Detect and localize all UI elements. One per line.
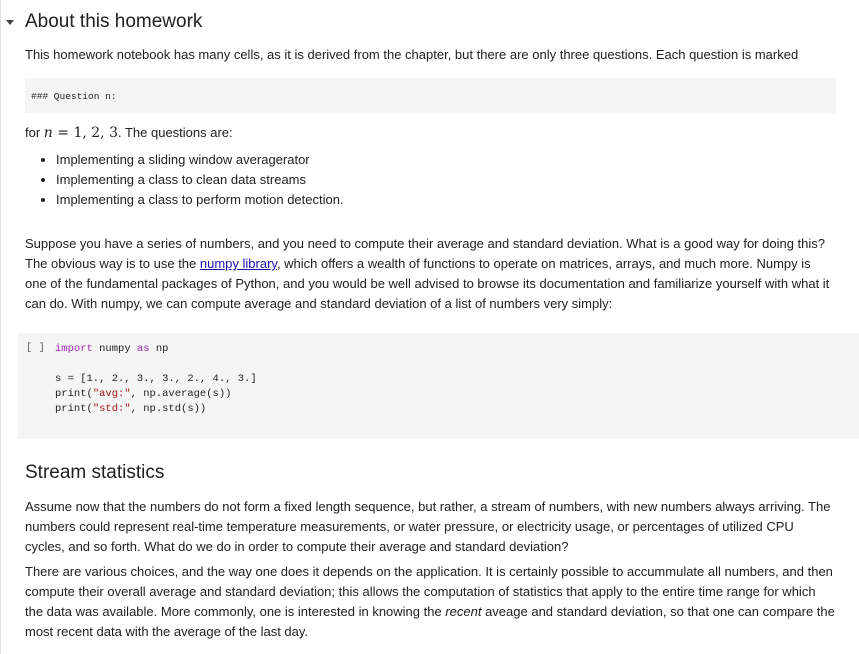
collapse-caret-icon[interactable]	[6, 20, 14, 25]
code-line: , np.std(s))	[130, 403, 207, 415]
list-item: • Implementing a sliding window averagerator	[56, 150, 344, 170]
stream-statistics-title: Stream statistics	[25, 462, 165, 483]
code-fn: print(	[55, 403, 93, 415]
code-alias: np	[149, 343, 169, 355]
code-line: , np.average(s))	[130, 388, 232, 400]
code-string: "avg:"	[92, 388, 131, 400]
code-fn: print(	[55, 388, 93, 400]
numpy-library-link[interactable]: numpy library	[199, 256, 277, 271]
code-editor[interactable]	[55, 342, 257, 417]
stream-paragraph-1: Assume now that the numbers do not form a fixed length sequence, but rather, a stream of numbers, with new numbers always arriving. The numbers could represent real-time temperature measurements, or water pressure, or electricity usage, or percentages of utilized CPU cycles, and so forth. What do we do in order to compute their average and standard deviation?	[25, 499, 831, 554]
code-line: s = [1., 2., 3., 3., 2., 4., 3.]	[55, 373, 257, 385]
stream-text-before: There are various choices, and the way one does it depends on the application. It is certainly possible to accummulate all numbers, and then compute their overall average and standard deviation; this allows the computation of statistics that apply to the entire time range for which the data was available. More commonly, one is interested in knowing the	[25, 564, 833, 619]
numpy-text-after: , which offers a wealth of functions to operate on matrices, arrays, and much more. Numpy is one of the fundamental packages of Python, and you would be well advised to browse its documentation and familiarize yourself with what it can do. With numpy, we can compute average and standard deviation of a list of numbers very simply:	[25, 256, 830, 311]
question-marker-code: ### Question n:	[25, 78, 836, 113]
intro-paragraph: This homework notebook has many cells, as it is derived from the chapter, but there are only three questions. Each question is marked	[25, 47, 799, 62]
code-cell[interactable]	[18, 333, 859, 439]
numpy-paragraph	[25, 234, 835, 314]
code-module: numpy	[92, 343, 137, 355]
list-item: • Implementing a class to perform motion detection.	[56, 190, 344, 210]
section-header	[0, 8, 202, 36]
numpy-text-before: Suppose you have a series of numbers, and you need to compute their average and standard deviation. What is a good way for doing this? The obvious way is to use the	[25, 236, 826, 271]
for-n-line	[25, 123, 835, 143]
cell-left-border	[0, 0, 1, 654]
stream-paragraph-2	[25, 562, 835, 642]
math-values: = 1, 2, 3	[52, 125, 118, 141]
code-keyword: import	[55, 343, 93, 355]
recent-emphasis: recent	[445, 604, 482, 619]
stream-text-after: aveage and standard deviation, so that one can compare the most recent data with the average of the last day.	[25, 604, 835, 639]
for-text: for	[25, 125, 44, 140]
math-n: n	[43, 125, 53, 141]
list-item: • Implementing a class to clean data streams	[56, 170, 344, 190]
questions-are-text: . The questions are:	[117, 125, 233, 140]
question-list	[25, 150, 344, 210]
section-title: About this homework	[25, 11, 203, 32]
code-keyword: as	[136, 343, 150, 355]
code-string: "std:"	[92, 403, 131, 415]
run-cell-button[interactable]: [ ]	[26, 342, 45, 354]
